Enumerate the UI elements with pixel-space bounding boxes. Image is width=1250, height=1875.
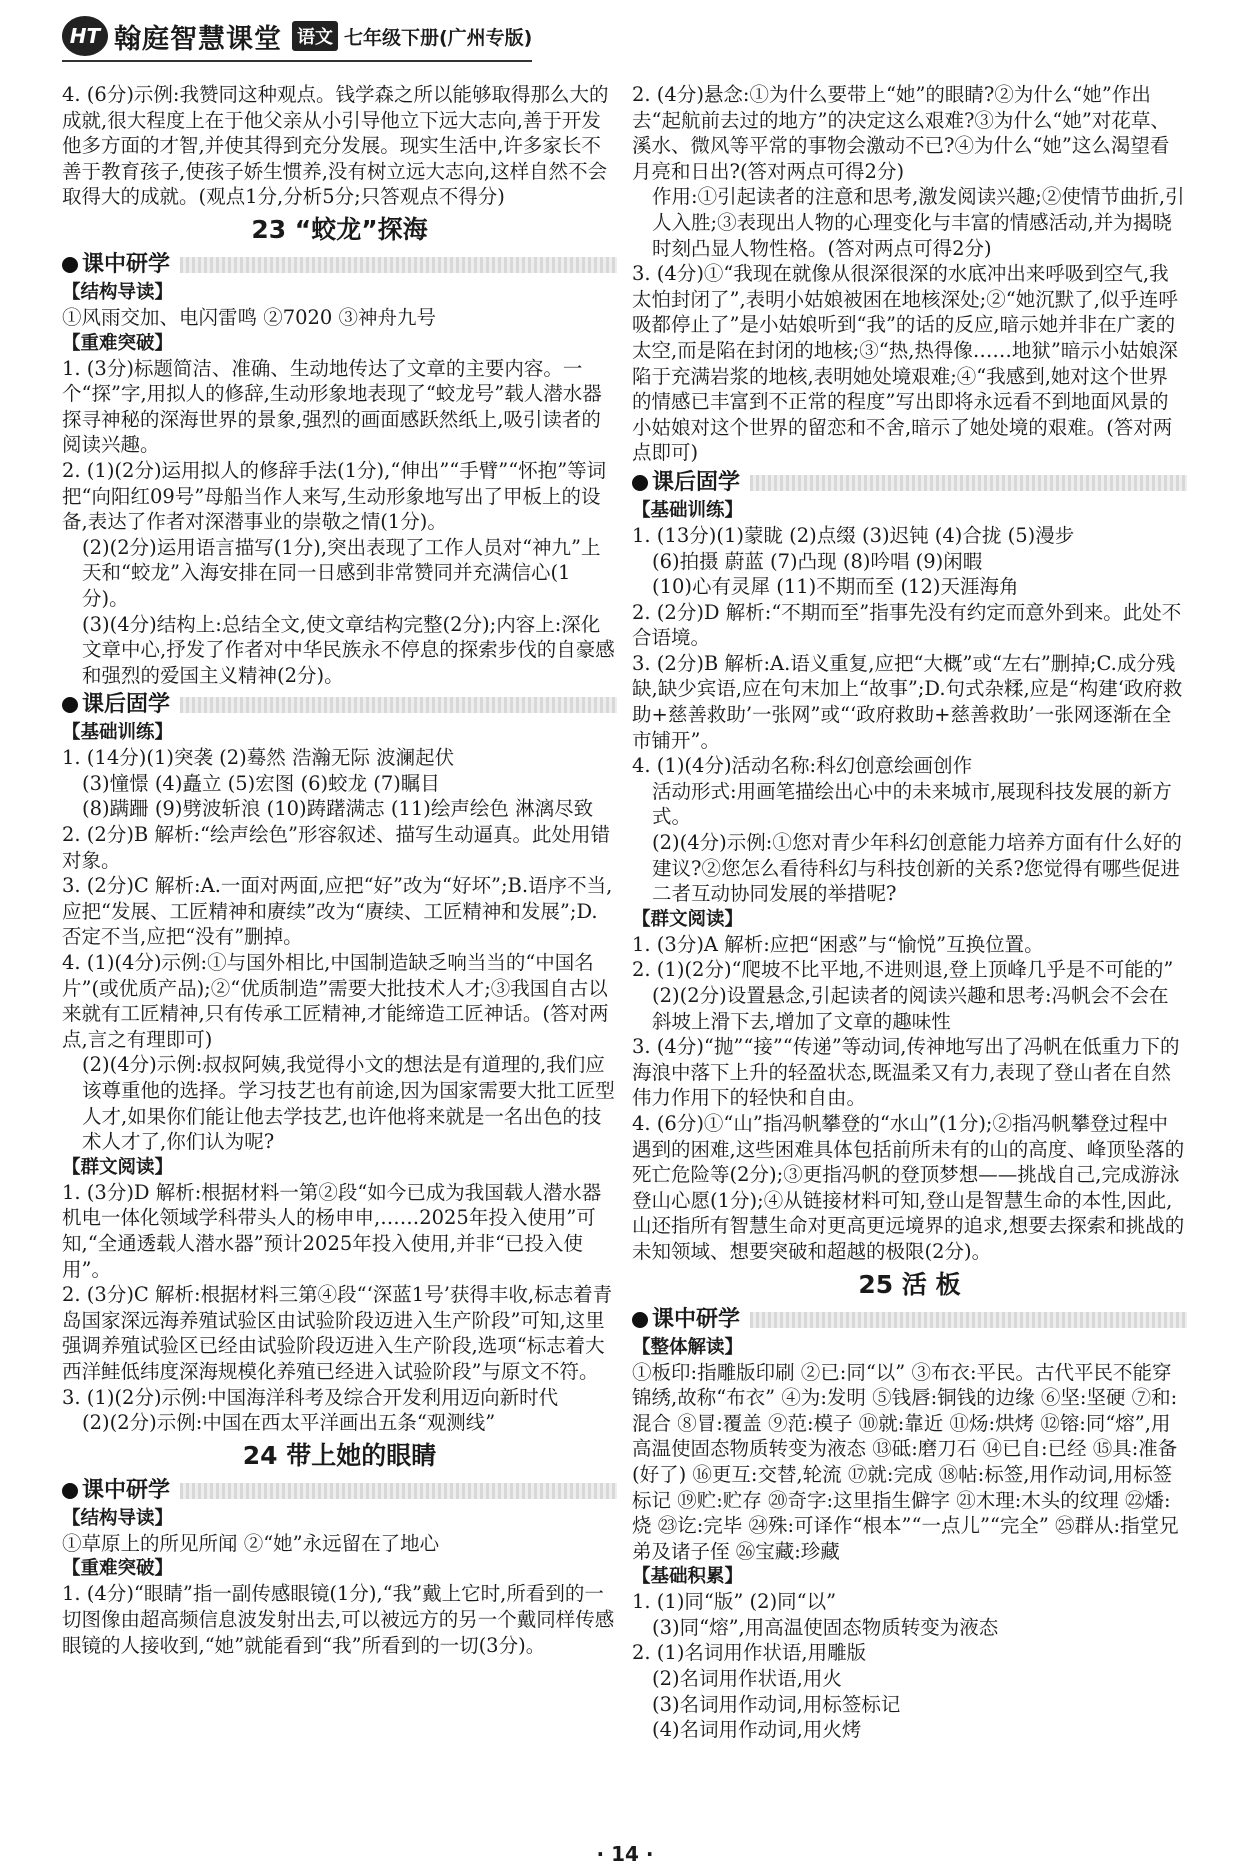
answer-subitem: (2)(2分)运用语言描写(1分),突出表现了工作人员对“神九”上天和“蛟龙”入海安排在同一日感到非常赞同并充满信心(1分)。 (82, 535, 601, 610)
section-heading-bar (750, 1312, 1187, 1328)
subject-badge: 语文 (292, 21, 338, 51)
subsection-label: 【群文阅读】 (62, 1156, 174, 1178)
answer-subitem: (3)憧憬 (4)矗立 (5)宏图 (6)蛟龙 (7)瞩目 (82, 771, 440, 795)
bullet-dot-icon (62, 697, 78, 713)
answer-item: 2. (2分)D 解析:“不期而至”指事先没有约定而意外到来。此处不合语境。 (632, 600, 1182, 650)
answer-subitem: (3)同“熔”,用高温使固态物质转变为液态 (652, 1615, 999, 1639)
header-divider (62, 60, 532, 62)
subsection-label: 【群文阅读】 (632, 908, 744, 930)
answer-subitem: (8)蹒跚 (9)劈波斩浪 (10)踌躇满志 (11)绘声绘色 淋漓尽致 (82, 797, 594, 821)
section-heading-bar (180, 1483, 617, 1499)
section-heading (632, 468, 1187, 498)
answer-subitem: (10)心有灵犀 (11)不期而至 (12)天涯海角 (652, 575, 1019, 599)
page-number: · 14 · (596, 1842, 654, 1866)
subsection-label: 【重难突破】 (62, 1558, 174, 1580)
section-heading-text: 课后固学 (82, 692, 171, 718)
section-heading (62, 690, 617, 720)
subsection-label: 【结构导读】 (62, 1507, 174, 1529)
answer-item: 2. (1)(2分)运用拟人的修辞手法(1分),“伸出”“手臂”“怀抱”等词把“向阳红09号”母船当作人来写,生动形象地写出了甲板上的设备,表达了作者对深潜事业的崇敬之情(1分)。 (62, 458, 607, 534)
bullet-dot-icon (62, 1483, 78, 1499)
bullet-dot-icon (632, 475, 648, 491)
section-heading (62, 1476, 617, 1506)
subsection-label: 【基础积累】 (632, 1566, 744, 1588)
answer-subitem: (2)名词用作状语,用火 (652, 1667, 842, 1691)
answer-subitem: (4)名词用作动词,用火烤 (652, 1718, 862, 1742)
answer-item: 2. (3分)C 解析:根据材料三第④段“‘深蓝1号’获得丰收,标志着青岛国家深远海养殖试验区由试验阶段迈进入生产阶段”可知,这里强调养殖试验区已经由试验阶段迈进入生产阶段,选项“标志着大西洋鲑低纬度深海规模化养殖已经进入试验阶段”与原文不符。 (62, 1283, 613, 1383)
answer-item: 1. (4分)“眼睛”指一副传感眼镜(1分),“我”戴上它时,所看到的一切图像由超高频信息波发射出去,可以被远方的另一个戴同样传感眼镜的人接收到,“她”就能看到“我”所看到的一切(3分)。 (62, 1582, 615, 1657)
answer-item: 1. (3分)标题简洁、准确、生动地传达了文章的主要内容。一个“探”字,用拟人的修辞,生动形象地表现了“蛟龙号”载人潜水器探寻神秘的深海世界的景象,强烈的画面感跃然纸上,吸引读者的阅读兴趣。 (62, 356, 602, 457)
section-heading-bar (180, 257, 617, 273)
section-heading-bar (180, 697, 617, 713)
lesson-title: 24 带上她的眼睛 (242, 1440, 437, 1470)
right-column (632, 82, 1187, 1743)
section-heading-bar (750, 475, 1187, 491)
answer-subitem: (2)(4分)示例:叔叔阿姨,我觉得小文的想法是有道理的,我们应该尊重他的选择。学习技艺也有前途,因为国家需要大批工匠型人才,如果你们能让他去学技艺,也许他将来就是一名出色的技术人才了,你们认为呢? (82, 1053, 615, 1154)
section-heading-text: 课后固学 (652, 470, 741, 496)
brand-name: 翰庭智慧课堂 (114, 23, 282, 55)
answer-subitem: (2)(4分)示例:①您对青少年科幻创意能力培养方面有什么好的建议?②您怎么看待科幻与科技创新的关系?您觉得有哪些促进二者互动协同发展的举措呢? (652, 831, 1182, 906)
lesson-title: 25 活 板 (858, 1269, 961, 1299)
subsection-label: 【重难突破】 (62, 332, 174, 354)
section-heading-text: 课中研学 (82, 1477, 171, 1503)
section-heading-text: 课中研学 (82, 252, 171, 278)
answer-item: ①草原上的所见所闻 ②“她”永远留在了地心 (62, 1531, 440, 1555)
answer-item: 3. (2分)C 解析:A.一面对两面,应把“好”改为“好坏”;B.语序不当,应把“发展、工匠精神和赓续”改为“赓续、工匠精神和发展”;D.否定不当,应把“没有”删掉。 (62, 874, 613, 949)
answer-item: 4. (6分)示例:我赞同这种观点。钱学森之所以能够取得那么大的成就,很大程度上在于他父亲从小引导他立下远大志向,善于开发他多方面的才智,并使其得到充分发展。现实生活中,许多家长不善于教育孩子,使孩子娇生惯养,没有树立远大志向,这样自然不会取得大的成就。(观点1分,分析5分;只答观点不得分) (62, 83, 609, 209)
section-heading-text: 课中研学 (652, 1306, 741, 1332)
answer-subitem: (6)拍摄 蔚蓝 (7)凸现 (8)吟唱 (9)闲暇 (652, 549, 983, 573)
answer-item: ①风雨交加、电闪雷鸣 ②7020 ③神舟九号 (62, 305, 437, 329)
answer-item: 2. (2分)B 解析:“绘声绘色”形容叙述、描写生动逼真。此处用错对象。 (62, 823, 610, 872)
answer-item: 2. (1)名词用作状语,用雕版 (632, 1641, 867, 1665)
section-heading (632, 1305, 1187, 1335)
brand-logo-icon: HT (62, 16, 108, 56)
bullet-dot-icon (62, 257, 78, 273)
answer-item: 4. (1)(4分)示例:①与国外相比,中国制造缺乏响当当的“中国名片”(或优质产品);②“优质制造”需要大批技术人才;③我国自古以来就有工匠精神,只有传承工匠精神,才能缔造工匠神话。(答对两点,言之有理即可) (62, 951, 609, 1051)
answer-item: ①板印:指雕版印刷 ②已:同“以” ③布衣:平民。古代平民不能穿锦绣,故称“布衣” ④为:发明 ⑤钱唇:铜钱的边缘 ⑥坚:坚硬 ⑦和:混合 ⑧冒:覆盖 ⑨范:模子 ⑩就:靠近 ⑪炀:烘烤 ⑫镕:同“熔”,用高温使固态物质转变为液态 ⑬砥:磨刀石 ⑭已自:已经 ⑮具:准备(好了) ⑯更互:交替,轮流 ⑰就:完成 ⑱帖:标签,用作动词,用标签标记 ⑲贮:贮存 ⑳奇字:这里指生僻字 ㉑木理:木头的纹理 ㉒燔:烧 ㉓讫:完毕 ㉔殊:可译作“根本”“一点儿”“完全” ㉕群从:指堂兄弟及诸子侄 ㉖宝藏:珍藏 (632, 1360, 1179, 1563)
answer-item: 4. (1)(4分)活动名称:科幻创意绘画创作 (632, 754, 973, 778)
answer-item: 3. (2分)B 解析:A.语义重复,应把“大概”或“左右”删掉;C.成分残缺,缺少宾语,应在句末加上“故事”;D.句式杂糅,应是“构建‘政府救助+慈善救助’一张网”或“‘政府救助+慈善救助’一张网逐渐在全市铺开”。 (632, 651, 1183, 752)
answer-subitem: (3)(4分)结构上:总结全文,使文章结构完整(2分);内容上:深化文章中心,抒发了作者对中华民族永不停息的探索步伐的自豪感和强烈的爱国主义精神(2分)。 (82, 612, 615, 687)
answer-subitem: (2)(2分)示例:中国在西太平洋画出五条“观测线” (82, 1411, 496, 1435)
subsection-label: 【结构导读】 (62, 281, 174, 303)
answer-item: 3. (4分)①“我现在就像从很深很深的水底冲出来呼吸到空气,我太怕封闭了”,表明小姑娘被困在地核深处;②“她沉默了,似乎连呼吸都停止了”是小姑娘听到“我”的话的反应,暗示她并非在广袤的太空,而是陷在封闭的地核;③“热,热得像……地狱”暗示小姑娘深陷于充满岩浆的地核,表明她处境艰难;④“我感到,她对这个世界的情感已丰富到不正常的程度”写出即将永远看不到地面风景的小姑娘对这个世界的留恋和不舍,暗示了她处境的艰难。(答对两点即可) (632, 262, 1178, 465)
answer-item: 1. (3分)D 解析:根据材料一第②段“如今已成为我国载人潜水器机电一体化领域学科带头人的杨申申,……2025年投入使用”可知,“全通透载人潜水器”预计2025年投入使用,并非“已投入使用”。 (62, 1180, 602, 1281)
page-header (62, 14, 582, 58)
answer-item: 1. (14分)(1)突袭 (2)蓦然 浩瀚无际 波澜起伏 (62, 746, 455, 770)
answer-item: 3. (1)(2分)示例:中国海洋科考及综合开发利用迈向新时代 (62, 1385, 559, 1409)
answer-item: 4. (6分)①“山”指冯帆攀登的“水山”(1分);②指冯帆攀登过程中遇到的困难,这些困难具体包括前所未有的山的高度、峰顶坠落的死亡危险等(2分);③更指冯帆的登顶梦想——挑战自己,完成游泳登山心愿(1分);④从链接材料可知,登山是智慧生命的本性,因此,山还指所有智慧生命对更高更远境界的追求,想要去探索和挑战的未知领域、想要突破和超越的极限(2分)。 (632, 1111, 1185, 1263)
answer-subitem: 作用:①引起读者的注意和思考,激发阅读兴趣;②使情节曲折,引人入胜;③表现出人物的心理变化与丰富的情感活动,并为揭晓时刻凸显人物性格。(答对两点可得2分) (652, 185, 1185, 260)
grade-label: 七年级下册(广州专版) (344, 26, 533, 49)
answer-item: 2. (1)(2分)“爬坡不比平地,不进则退,登上顶峰几乎是不可能的” (632, 958, 1174, 982)
subsection-label: 【整体解读】 (632, 1336, 744, 1358)
answer-subitem: (2)(2分)设置悬念,引起读者的阅读兴趣和思考:冯帆会不会在斜坡上滑下去,增加了文章的趣味性 (652, 984, 1169, 1033)
answer-subitem: 活动形式:用画笔描绘出心中的未来城市,展现科技发展的新方式。 (652, 779, 1172, 829)
answer-subitem: (3)名词用作动词,用标签标记 (652, 1692, 901, 1716)
answer-item: 1. (3分)A 解析:应把“困惑”与“愉悦”互换位置。 (632, 932, 1044, 956)
answer-item: 1. (1)同“版” (2)同“以” (632, 1590, 837, 1614)
answer-item: 1. (13分)(1)蒙眬 (2)点缀 (3)迟钝 (4)合拢 (5)漫步 (632, 523, 1075, 547)
section-heading (62, 250, 617, 280)
answer-item: 3. (4分)“抛”“接”“传递”等动词,传神地写出了冯帆在低重力下的海浪中落下上升的轻盈状态,既温柔又有力,表现了登山者在自然伟力作用下的轻快和自由。 (632, 1035, 1180, 1110)
answer-item: 2. (4分)悬念:①为什么要带上“她”的眼睛?②为什么“她”作出去“起航前去过的地方”的决定这么艰难?③为什么“她”对花草、溪水、微风等平常的事物会激动不已?④为什么“她”这么渴望看月亮和日出?(答对两点可得2分) (632, 83, 1170, 183)
bullet-dot-icon (632, 1312, 648, 1328)
lesson-title: 23 “蛟龙”探海 (251, 214, 428, 244)
subsection-label: 【基础训练】 (62, 722, 174, 744)
subsection-label: 【基础训练】 (632, 499, 744, 521)
left-column (62, 82, 617, 1658)
